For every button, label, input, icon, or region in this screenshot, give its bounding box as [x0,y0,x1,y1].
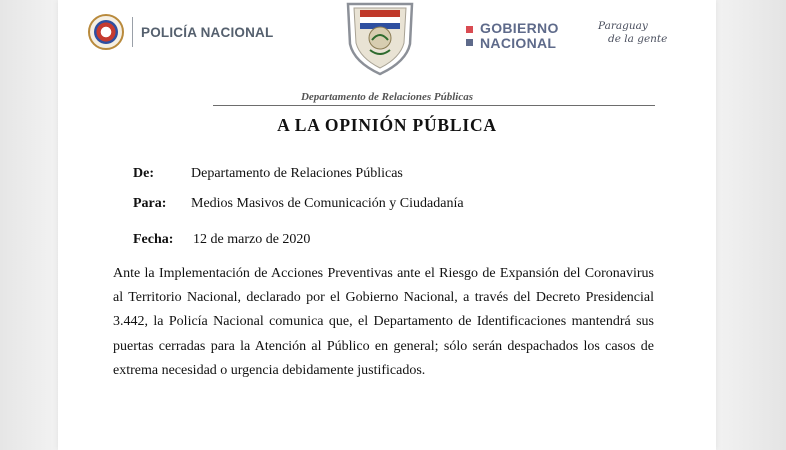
policia-nacional-name: POLICÍA NACIONAL [141,24,274,40]
document-title: A LA OPINIÓN PÚBLICA [277,115,497,135]
left-background [0,0,58,450]
paraguay-line-2: de la gente [608,33,668,45]
para-value: Medios Masivos de Comunicación y Ciudadanía [191,196,464,211]
de-value: Departamento de Relaciones Públicas [191,166,403,181]
field-de [133,166,403,182]
policia-nacional-logo [88,14,273,50]
police-seal-icon [88,14,124,50]
police-shield-emblem-icon [342,0,418,76]
field-para [133,196,464,212]
body-paragraph: Ante la Implementación de Acciones Preventivas ante el Riesgo de Expansión del Coronavirus al Territorio Nacional, declarado por el Gobierno Nacional, a través del Decreto Presidencial 3.442, la Policía Nacional comunica que, el Departamento de Identificaciones mantendrá sus puertas cerradas para la Atención al Público en general; sólo serán despachados los casos de extrema necesidad o urgencia debidamente justificados. [113,266,654,378]
de-label: De: [133,166,154,181]
paraguay-de-la-gente-logo [598,20,667,46]
paraguay-line-1: Paraguay [598,20,648,32]
gobierno-line-1: GOBIERNO [480,20,559,36]
gobierno-squares-icon [466,26,473,46]
gobierno-nacional-logo [466,21,559,51]
field-fecha [133,232,311,248]
fecha-label: Fecha: [133,232,174,247]
department-header: Departamento de Relaciones Públicas [300,91,473,103]
fecha-value: 12 de marzo de 2020 [193,232,311,247]
header-rule [213,105,655,106]
right-background [716,0,786,450]
document-page [58,0,716,450]
para-label: Para: [133,196,167,211]
gobierno-line-2: NACIONAL [480,35,557,51]
logo-divider [132,17,133,47]
